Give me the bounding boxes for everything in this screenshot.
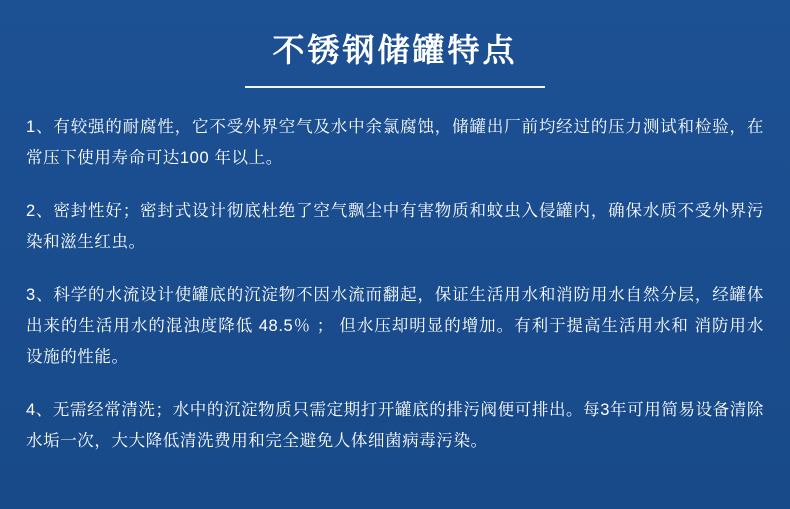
paragraph-item: 3、科学的水流设计使罐底的沉淀物不因水流而翻起，保证生活用水和消防用水自然分层，经罐体出来的生活用水的混浊度降低 48.5％ ； 但水压却明显的增加。有利于提高生活用水和 消防用水设施的性能。 <box>26 285 764 366</box>
page-title: 不锈钢储罐特点 <box>272 32 518 68</box>
paragraph-item: 1、有较强的耐腐性，它不受外界空气及水中余氯腐蚀，储罐出厂前均经过的压力测试和检验，在常压下使用寿命可达100 年以上。 <box>26 117 764 167</box>
content-body <box>22 112 768 457</box>
paragraph-item: 2、密封性好；密封式设计彻底杜绝了空气飘尘中有害物质和蚊虫入侵罐内，确保水质不受外界污染和滋生红虫。 <box>26 201 764 251</box>
title-block <box>22 0 768 88</box>
paragraph-item: 4、无需经常清洗；水中的沉淀物质只需定期打开罐底的排污阀便可排出。每3年可用简易设备清除水垢一次，大大降低清洗费用和完全避免人体细菌病毒污染。 <box>26 400 764 450</box>
title-underline-divider <box>245 86 545 88</box>
